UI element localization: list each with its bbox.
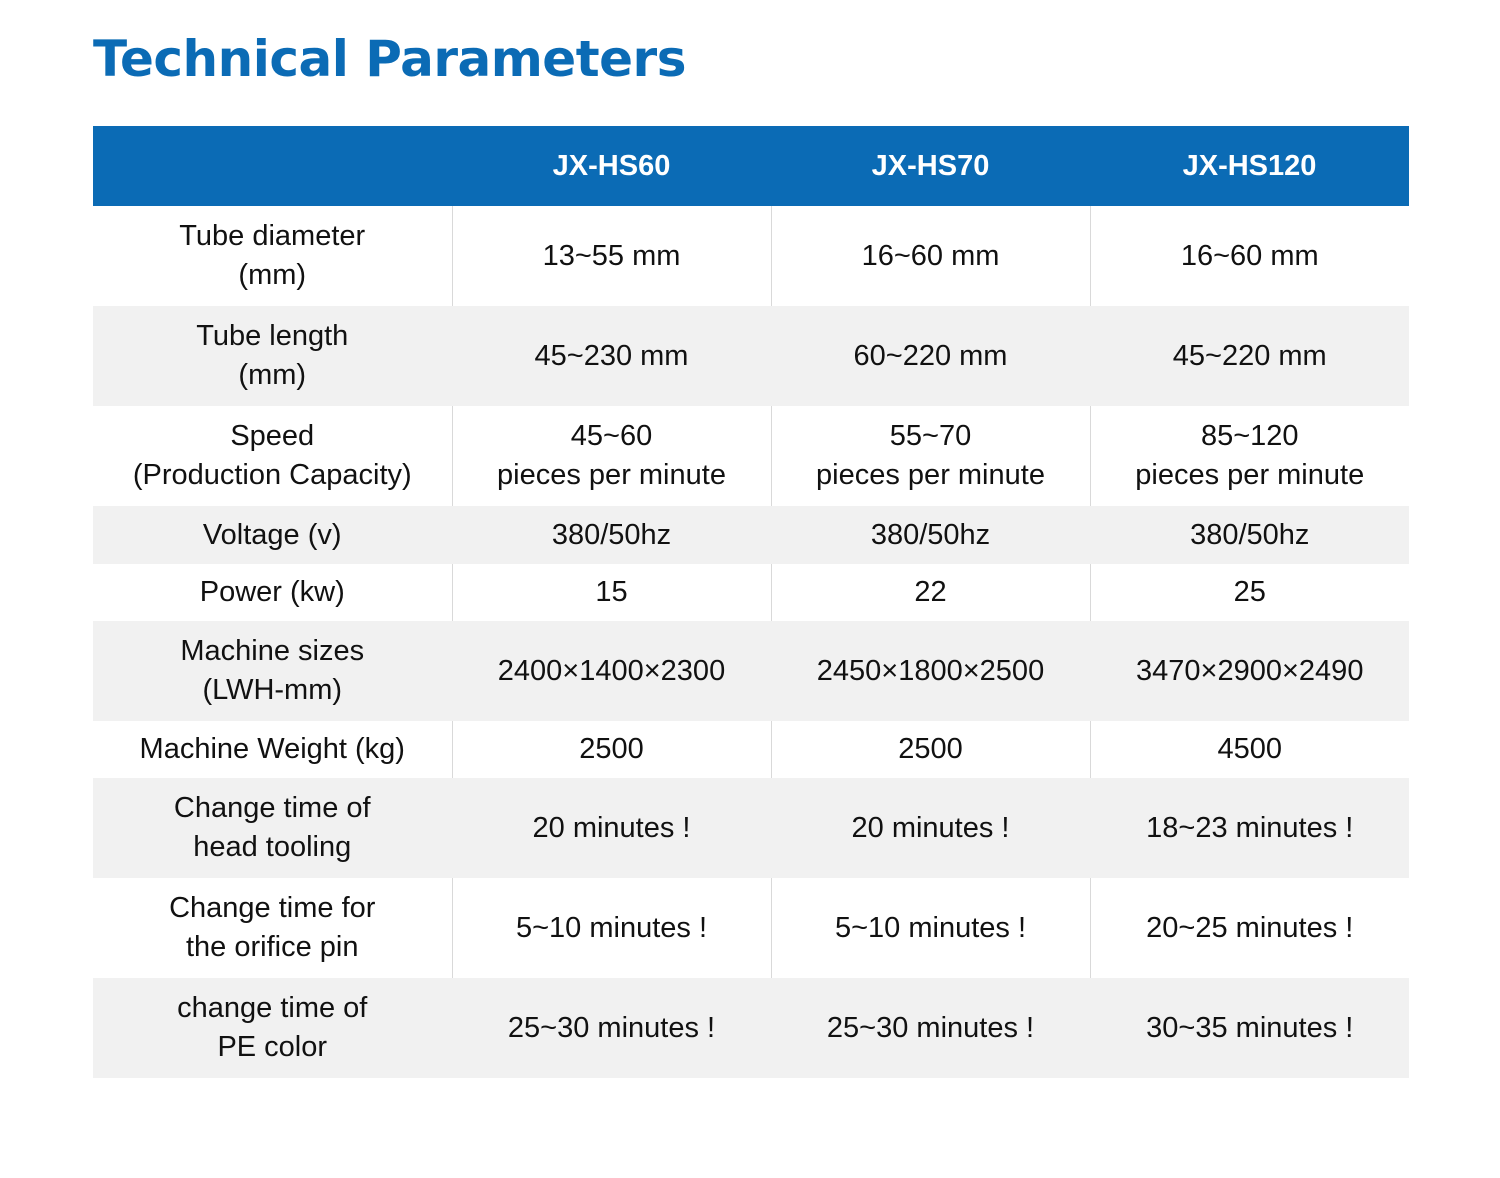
table-cell: 2500 — [452, 721, 771, 778]
table-cell: 20 minutes ! — [452, 778, 771, 878]
table-cell: 30~35 minutes ! — [1090, 978, 1409, 1078]
table-row-machine-weight — [93, 721, 1409, 778]
table-row-orifice-pin — [93, 878, 1409, 978]
header-model-jx-hs70: JX-HS70 — [871, 149, 990, 182]
table-cell: 55~70 pieces per minute — [771, 406, 1090, 506]
header-empty-cell — [93, 126, 452, 206]
table-cell: 380/50hz — [1090, 506, 1409, 564]
row-label: Tube diameter (mm) — [179, 220, 366, 291]
table-cell: 2500 — [771, 721, 1090, 778]
table-cell: 4500 — [1090, 721, 1409, 778]
table-cell: 3470×2900×2490 — [1090, 621, 1409, 721]
row-label: Machine sizes (LWH-mm) — [180, 635, 365, 706]
row-label: Speed (Production Capacity) — [132, 420, 412, 491]
table-row-speed — [93, 406, 1409, 506]
table-cell: 85~120 pieces per minute — [1090, 406, 1409, 506]
table-cell: 5~10 minutes ! — [771, 878, 1090, 978]
header-model-jx-hs120: JX-HS120 — [1182, 149, 1317, 182]
table-cell: 380/50hz — [452, 506, 771, 564]
spec-table — [93, 126, 1409, 1078]
table-cell: 45~220 mm — [1090, 306, 1409, 406]
table-cell: 2400×1400×2300 — [452, 621, 771, 721]
table-cell: 18~23 minutes ! — [1090, 778, 1409, 878]
table-header-row — [93, 126, 1409, 206]
row-label: Voltage (v) — [202, 518, 342, 551]
table-row-head-tooling — [93, 778, 1409, 878]
table-cell: 15 — [452, 564, 771, 621]
table-cell: 22 — [771, 564, 1090, 621]
table-cell: 13~55 mm — [452, 206, 771, 306]
table-cell: 16~60 mm — [1090, 206, 1409, 306]
table-row-voltage — [93, 506, 1409, 564]
table-cell: 16~60 mm — [771, 206, 1090, 306]
header-model-jx-hs60: JX-HS60 — [552, 149, 671, 182]
table-row-tube-length — [93, 306, 1409, 406]
table-row-tube-diameter — [93, 206, 1409, 306]
row-label: Change time of head tooling — [173, 792, 371, 863]
table-cell: 380/50hz — [771, 506, 1090, 564]
page-title: Technical Parameters — [93, 30, 686, 88]
table-cell: 25~30 minutes ! — [771, 978, 1090, 1078]
table-cell: 5~10 minutes ! — [452, 878, 771, 978]
table-cell: 60~220 mm — [771, 306, 1090, 406]
row-label: change time of PE color — [177, 992, 368, 1063]
row-label: Change time for the orifice pin — [169, 892, 376, 963]
row-label: Tube length (mm) — [196, 320, 349, 391]
table-cell: 25~30 minutes ! — [452, 978, 771, 1078]
table-cell: 2450×1800×2500 — [771, 621, 1090, 721]
row-label: Power (kw) — [199, 576, 345, 608]
table-row-machine-sizes — [93, 621, 1409, 721]
table-cell: 45~60 pieces per minute — [452, 406, 771, 506]
row-label: Machine Weight (kg) — [139, 733, 405, 765]
table-cell: 25 — [1090, 564, 1409, 621]
table-cell: 20~25 minutes ! — [1090, 878, 1409, 978]
table-row-power — [93, 564, 1409, 621]
table-cell: 45~230 mm — [452, 306, 771, 406]
table-row-pe-color — [93, 978, 1409, 1078]
table-cell: 20 minutes ! — [771, 778, 1090, 878]
